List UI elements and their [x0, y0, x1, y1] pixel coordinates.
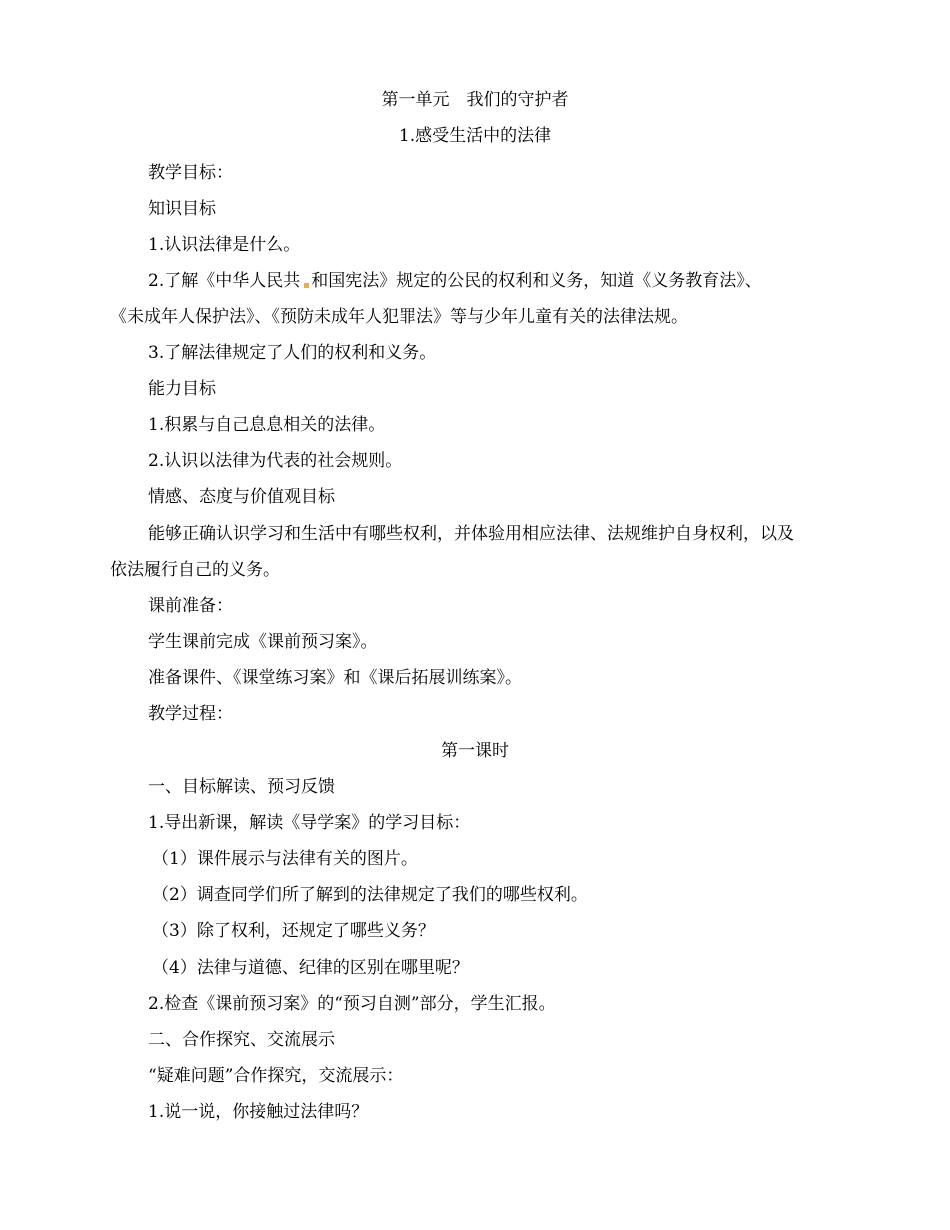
emotion-heading: 情感、态度与价值观目标: [148, 487, 335, 507]
ability-heading: 能力目标: [148, 379, 216, 399]
unit-title: 第一单元 我们的守护者: [381, 90, 569, 110]
section-2-item-1: 1.说一说，你接触过法律吗？: [148, 1102, 369, 1122]
section-1-item-1b: （2）调查同学们所了解到的法律规定了我们的哪些权利。: [152, 885, 588, 905]
prep-item-1: 学生课前完成《课前预习案》。: [148, 632, 378, 652]
lesson-title: 1.感受生活中的法律: [398, 126, 552, 146]
period-title: 第一课时: [441, 741, 509, 761]
section-2-heading: 二、合作探究、交流展示: [148, 1030, 335, 1050]
knowledge-item-3: 3.了解法律规定了人们的权利和义务。: [148, 343, 437, 363]
section-1-item-1: 1.导出新课，解读《导学案》的学习目标：: [148, 813, 471, 833]
prep-heading: 课前准备：: [148, 596, 233, 616]
section-1-item-1a: （1）课件展示与法律有关的图片。: [152, 849, 418, 869]
emotion-item-continued: 依法履行自己的义务。: [110, 560, 280, 580]
knowledge-heading: 知识目标: [148, 199, 216, 219]
marker-dot-icon: [304, 283, 309, 288]
emotion-item: 能够正确认识学习和生活中有哪些权利，并体验用相应法律、法规维护自身权利，以及: [148, 524, 794, 544]
knowledge-item-2: [148, 270, 762, 292]
section-1-item-1d: （4）法律与道德、纪律的区别在哪里呢？: [152, 958, 469, 978]
knowledge-item-2-continued: 《未成年人保护法》、《预防未成年人犯罪法》等与少年儿童有关的法律法规。: [110, 307, 688, 327]
knowledge-item-2-part-b: 和国宪法》规定的公民的权利和义务，知道《义务教育法》、: [311, 271, 762, 291]
knowledge-item-1: 1.认识法律是什么。: [148, 235, 301, 255]
section-1-item-2: 2.检查《课前预习案》的“预习自测”部分，学生汇报。: [148, 994, 556, 1014]
section-2-intro: “疑难问题”合作探究，交流展示：: [148, 1066, 404, 1086]
goals-heading: 教学目标：: [148, 163, 233, 183]
section-1-item-1c: （3）除了权利，还规定了哪些义务？: [152, 921, 435, 941]
process-heading: 教学过程：: [148, 704, 233, 724]
ability-item-1: 1.积累与自己息息相关的法律。: [148, 415, 386, 435]
ability-item-2: 2.认识以法律为代表的社会规则。: [148, 451, 403, 471]
section-1-heading: 一、目标解读、预习反馈: [148, 777, 335, 797]
knowledge-item-2-part-a: 2.了解《中华人民共: [148, 271, 301, 291]
prep-item-2: 准备课件、《课堂练习案》和《课后拓展训练案》。: [148, 668, 522, 688]
